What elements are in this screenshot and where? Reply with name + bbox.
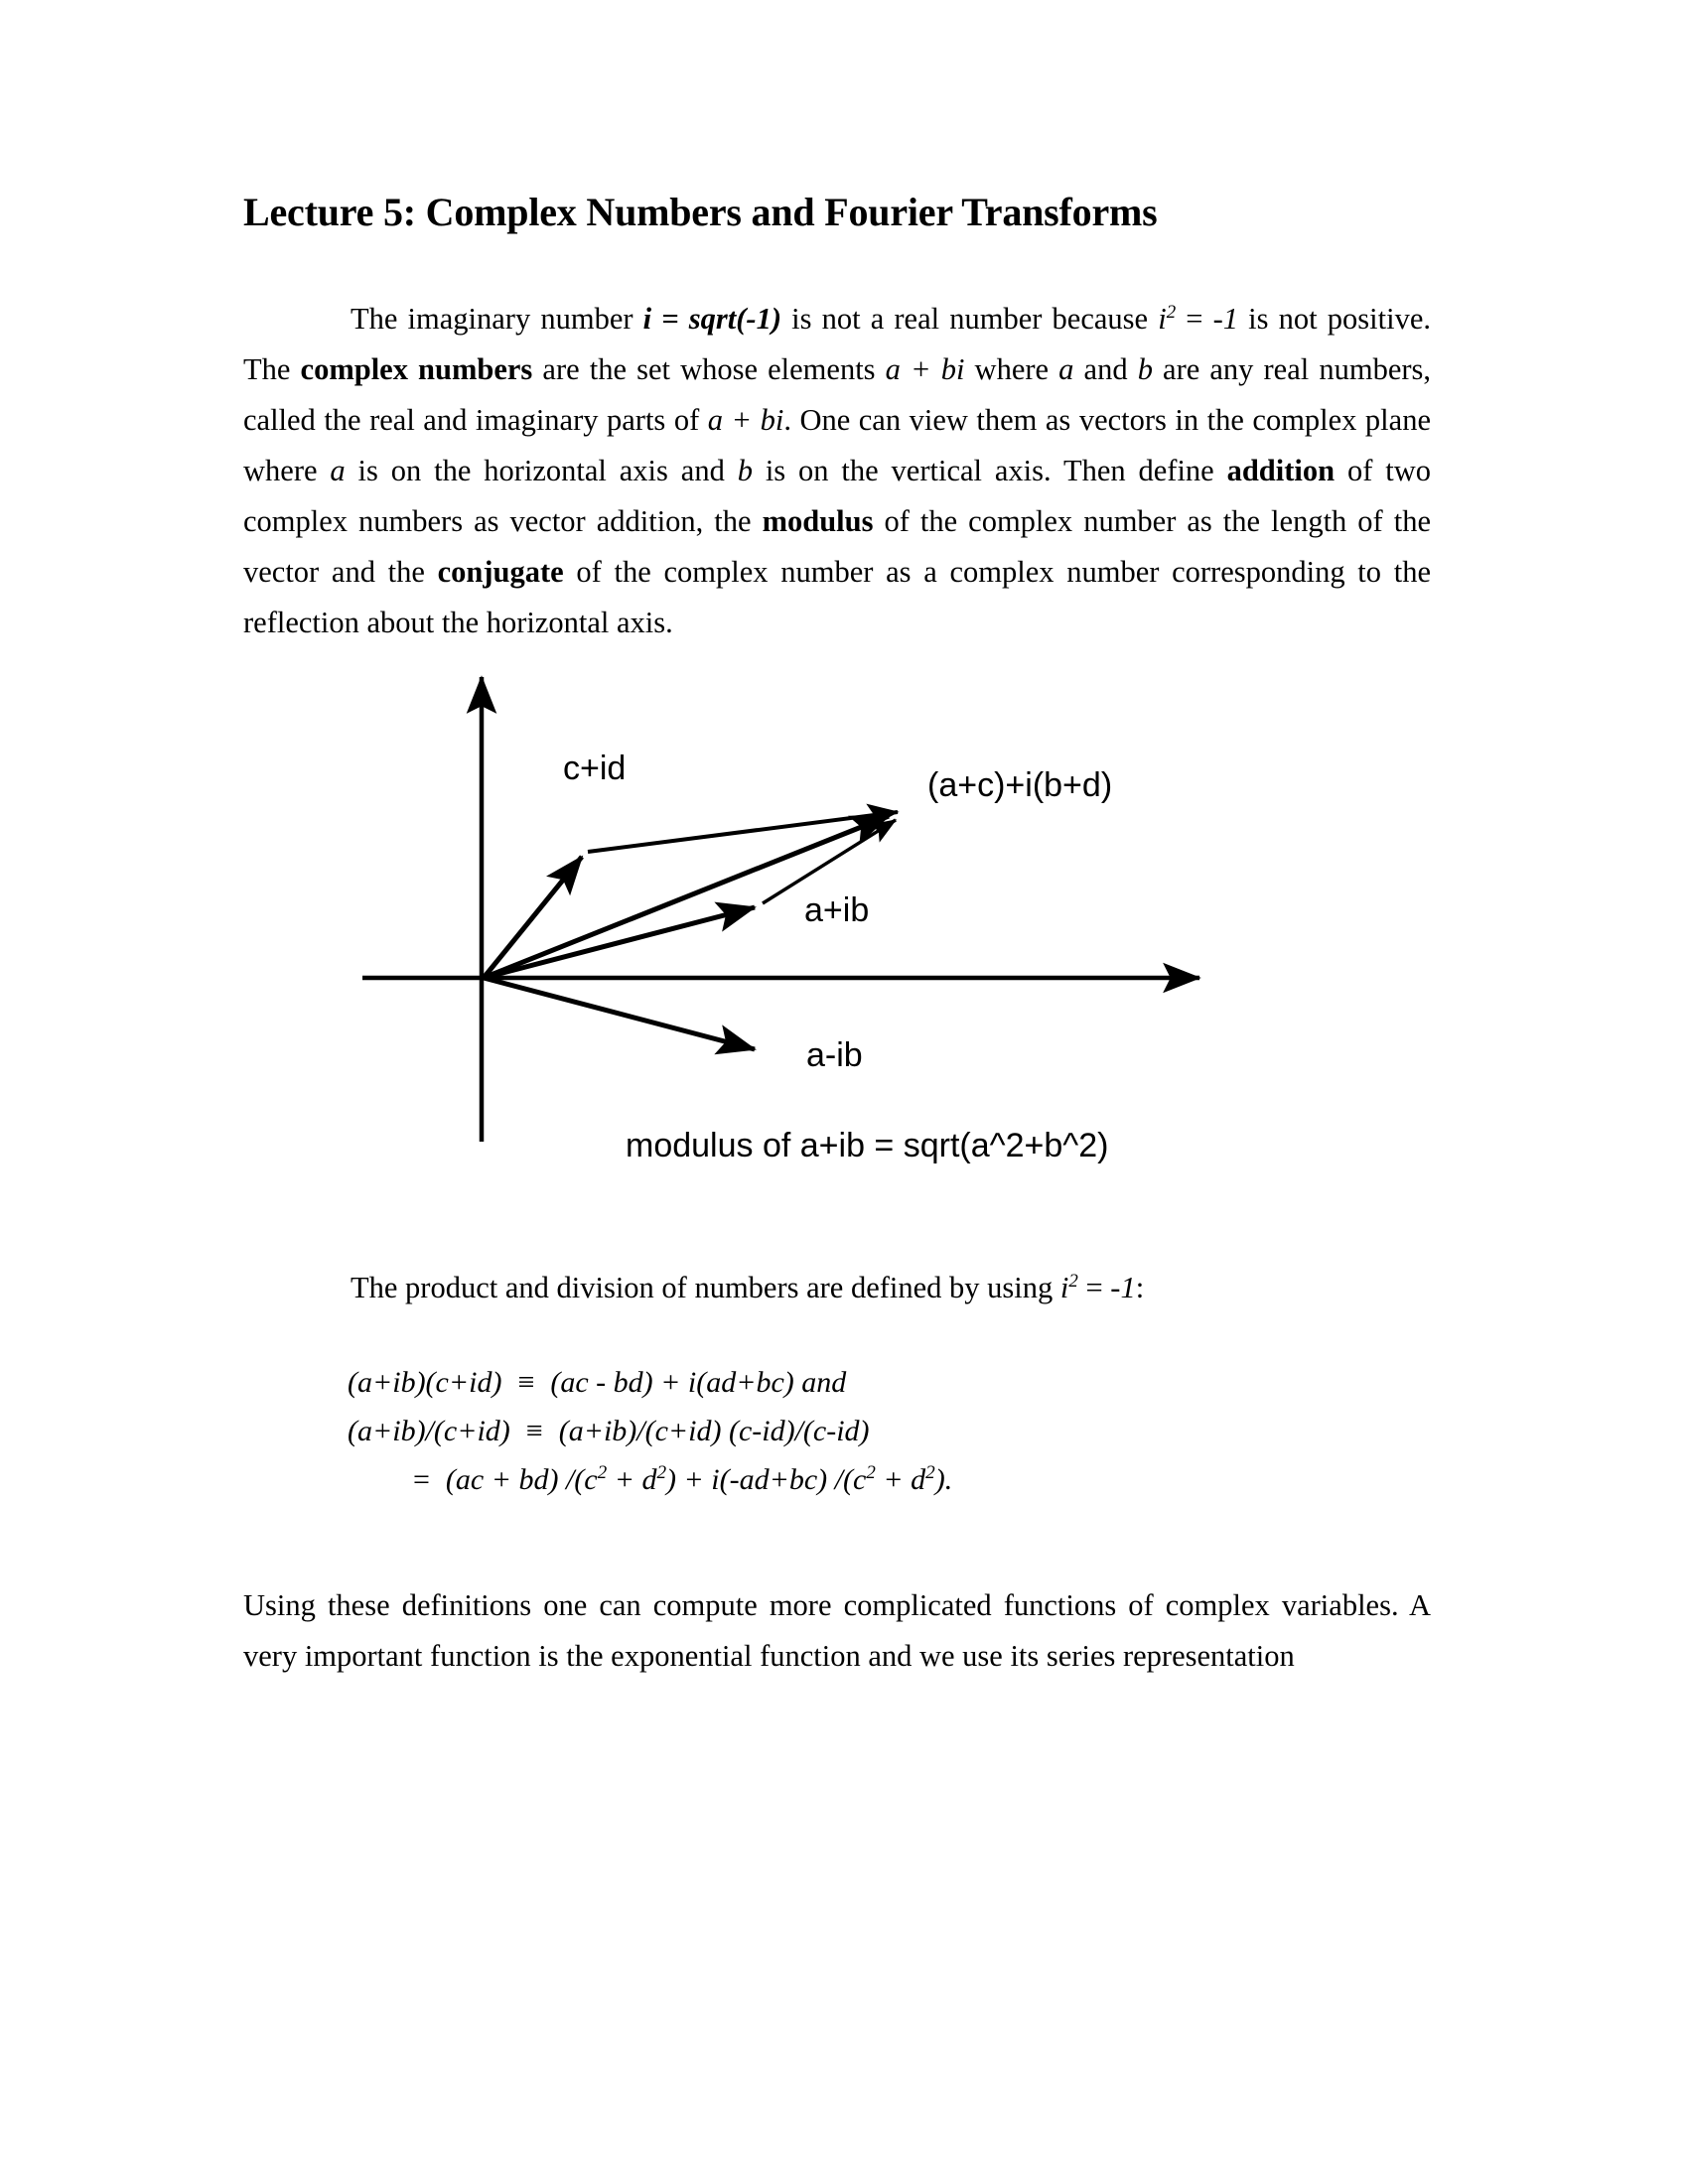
figure-caption-modulus: modulus of a+ib = sqrt(a^2+b^2) [626,1127,1109,1164]
product-division-paragraph [243,1263,1431,1313]
text-run: are the set whose elements [532,352,886,386]
bold-modulus: modulus [762,504,874,538]
text-run: of two complex numbers as vector addition, the [243,454,1431,538]
equation-1-rhs: (ac - bd) + i(ad+bc) and [550,1366,847,1399]
superscript-two: 2 [1068,1270,1078,1292]
value-negative-one: -1 [1110,1271,1136,1304]
variable-a: a [1058,352,1074,386]
label-c-plus-id: c+id [563,750,627,787]
label-sum: (a+c)+i(b+d) [927,766,1113,804]
closing-paragraph: Using these definitions one can compute more complicated functions of complex variables. A very important function is the exponential function and we use its series representation [243,1588,1431,1673]
label-a-minus-ib: a-ib [806,1036,863,1074]
equation-2-lhs: (a+ib)/(c+id) [348,1415,510,1447]
expression-a-plus-bi-2: a + bi [707,403,784,437]
variable-i: i [1158,302,1167,336]
text-run: . One can view them as vectors in the complex plane where [243,403,1431,487]
vector-a-plus-ib [484,907,755,978]
bold-addition: addition [1226,454,1336,487]
text-run: of the complex number as the length of the vector and the [243,504,1431,589]
superscript-two: 2 [1166,301,1177,323]
equation-3-sup-2: 2 [656,1462,667,1483]
complex-plane-figure [189,655,1470,1191]
equation-line-3 [348,1455,1440,1504]
text-run: = [1176,302,1213,336]
equation-1-lhs: (a+ib)(c+id) [348,1366,502,1399]
text-run: The product and division of numbers are defined by using [351,1271,1060,1304]
text-run: : [1135,1271,1145,1304]
equation-3-part-2: + d [607,1463,657,1496]
text-run: and [1073,352,1138,386]
equation-line-1 [348,1358,1440,1407]
variable-i: i [1059,1271,1069,1304]
equation-2-relation: ≡ [525,1415,543,1447]
equation-3-part-4: + d [875,1463,926,1496]
text-run: is not a real number because [780,302,1159,336]
equation-3-part-1: (ac + bd) /(c [445,1463,598,1496]
variable-a-2: a [330,454,346,487]
equations-block [348,1358,1440,1504]
variable-b-2: b [737,454,753,487]
vector-a-minus-ib [484,978,755,1049]
text-run: is on the vertical axis. Then define [752,454,1227,487]
variable-b: b [1137,352,1153,386]
text-run: is not positive. The [243,302,1431,386]
equation-line-2 [348,1407,1440,1455]
equation-3-relation: = [413,1463,430,1496]
bold-complex-numbers: complex numbers [300,352,533,386]
value-negative-one: -1 [1212,302,1239,336]
text-run: = [1077,1271,1111,1304]
page-title: Lecture 5: Complex Numbers and Fourier Transforms [243,190,1158,234]
text-run: of the complex number as a complex number corresponding to the reflection about the horizontal axis. [243,555,1431,639]
expression-a-plus-bi: a + bi [885,352,965,386]
bold-conjugate: conjugate [437,555,564,589]
equation-3-part-3: ) + i(-ad+bc) /(c [666,1463,867,1496]
equation-3-sup-1: 2 [597,1462,608,1483]
label-a-plus-ib: a+ib [804,891,870,929]
text-run: The imaginary number [351,302,643,336]
equation-3-sup-3: 2 [866,1462,876,1483]
text-run: is on the horizontal axis and [345,454,738,487]
text-run: are any real numbers, called the real and imaginary parts of [243,352,1432,437]
equation-3-sup-4: 2 [925,1462,935,1483]
equation-3-part-5: ). [934,1463,953,1496]
intro-paragraph [243,294,1431,648]
text-run: where [964,352,1059,386]
equation-1-relation: ≡ [517,1366,535,1399]
equation-2-rhs: (a+ib)/(c+id) (c-id)/(c-id) [558,1415,870,1447]
complex-plane-svg [189,655,1470,1191]
math-i-equals-sqrt-neg-one: i = sqrt(-1) [642,302,781,336]
